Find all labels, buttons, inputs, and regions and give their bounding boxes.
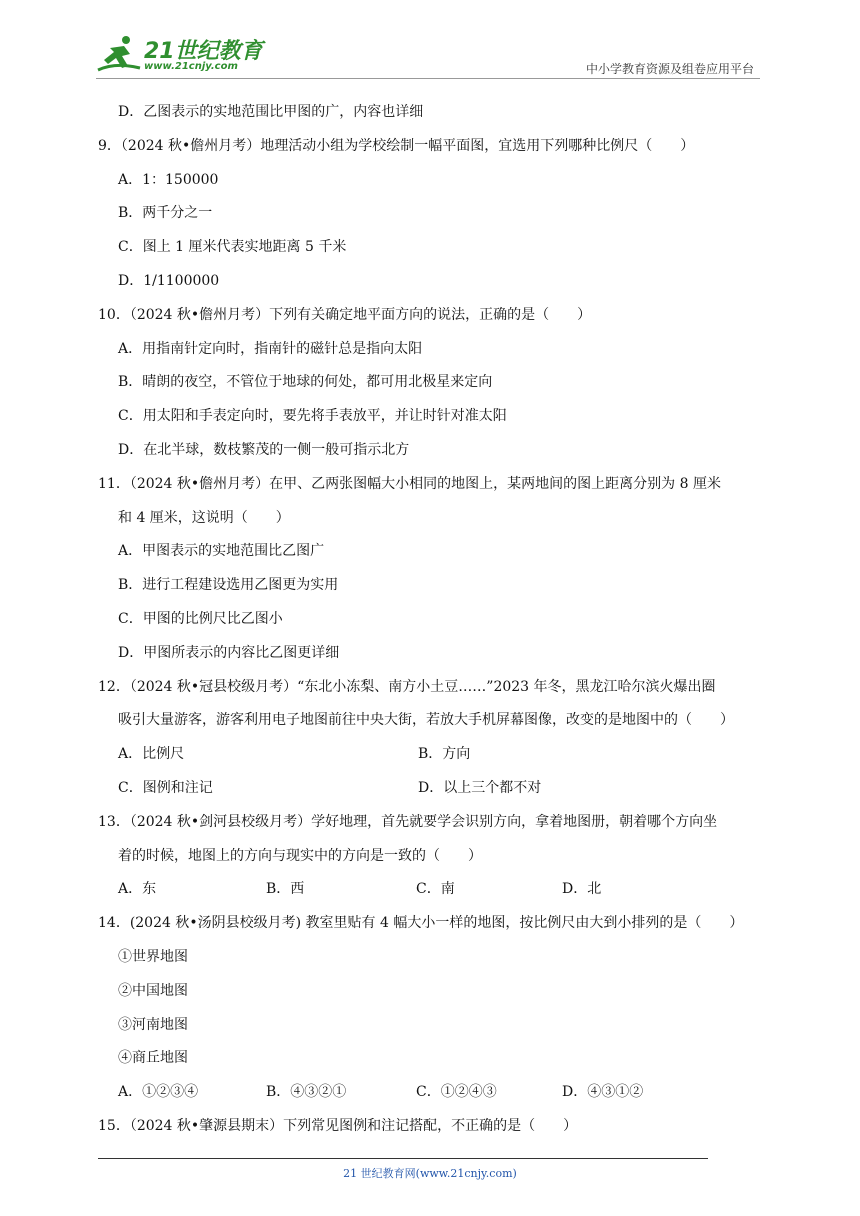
platform-name: 中小学教育资源及组卷应用平台 [585,62,754,76]
footer-divider [98,1158,708,1159]
answer-option: A．甲图表示的实地范围比乙图广 [118,543,325,559]
answer-option: D．以上三个都不对 [418,780,542,796]
answer-option: 着的时候，地图上的方向与现实中的方向是一致的（ ） [118,848,482,864]
answer-option: C．图例和注记 [118,780,213,796]
logo-title: 21世纪教育 [144,39,263,64]
answer-option: ①世界地图 [118,949,188,965]
question-stem: 15．（2024 秋•肇源县期末）下列常见图例和注记搭配，不正确的是（ ） [98,1118,578,1134]
answer-option: B．两千分之一 [118,205,213,221]
answer-option: C．图上 1 厘米代表实地距离 5 千米 [118,239,347,255]
question-stem: 13．（2024 秋•剑河县校级月考）学好地理，首先就要学会识别方向，拿着地图册，朝着哪个方向坐 [98,814,718,830]
answer-option: ④商丘地图 [118,1050,188,1066]
header-divider [96,78,760,79]
answer-option: D．④③①② [562,1084,644,1100]
answer-option: B．方向 [418,746,471,762]
answer-option: C．①②④③ [416,1084,497,1100]
answer-option: B．晴朗的夜空，不管位于地球的何处，都可用北极星来定向 [118,374,493,390]
answer-option: B．西 [266,881,305,897]
answer-option: A．①②③④ [118,1084,199,1100]
answer-option: 和 4 厘米，这说明（ ） [118,510,290,526]
answer-option: D．1/1100000 [118,273,220,289]
answer-option: D．甲图所表示的内容比乙图更详细 [118,645,340,661]
footer-link[interactable]: 21 世纪教育网(www.21cnjy.com) [343,1167,517,1180]
answer-option: D．乙图表示的实地范围比甲图的广，内容也详细 [118,104,424,120]
site-logo[interactable] [96,34,266,76]
answer-option: C．甲图的比例尺比乙图小 [118,611,283,627]
question-stem: 9．（2024 秋•儋州月考）地理活动小组为学校绘制一幅平面图，宜选用下列哪种比例尺（ ） [98,138,695,154]
answer-option: D．北 [562,881,602,897]
answer-option: A．1：150000 [118,172,219,188]
runner-logo-icon [96,34,142,76]
answer-option: ②中国地图 [118,983,188,999]
question-stem: 12．（2024 秋•冠县校级月考）“东北小冻梨、南方小土豆……”2023 年冬，黑龙江哈尔滨火爆出圈 [98,679,716,695]
answer-option: B．进行工程建设选用乙图更为实用 [118,577,339,593]
question-stem: 14．(2024 秋•汤阴县校级月考) 教室里贴有 4 幅大小一样的地图，按比例尺由大到小排列的是（ ） [98,915,744,931]
answer-option: D．在北半球，数枝繁茂的一侧一般可指示北方 [118,442,410,458]
question-stem: 10．（2024 秋•儋州月考）下列有关确定地平面方向的说法，正确的是（ ） [98,307,592,323]
answer-option: ③河南地图 [118,1017,188,1033]
answer-option: A．用指南针定向时，指南针的磁针总是指向太阳 [118,341,423,357]
answer-option: C．用太阳和手表定向时，要先将手表放平，并让时针对准太阳 [118,408,507,424]
question-stem: 11．（2024 秋•儋州月考）在甲、乙两张图幅大小相同的地图上，某两地间的图上距离分别为 8 厘米 [98,476,721,492]
answer-option: 吸引大量游客，游客利用电子地图前往中央大街，若放大手机屏幕图像，改变的是地图中的（ ） [118,712,734,728]
answer-option: A．东 [118,881,157,897]
answer-option: A．比例尺 [118,746,185,762]
page-header [96,32,760,78]
logo-url: www.21cnjy.com [144,61,238,72]
answer-option: C．南 [416,881,455,897]
answer-option: B．④③②① [266,1084,347,1100]
